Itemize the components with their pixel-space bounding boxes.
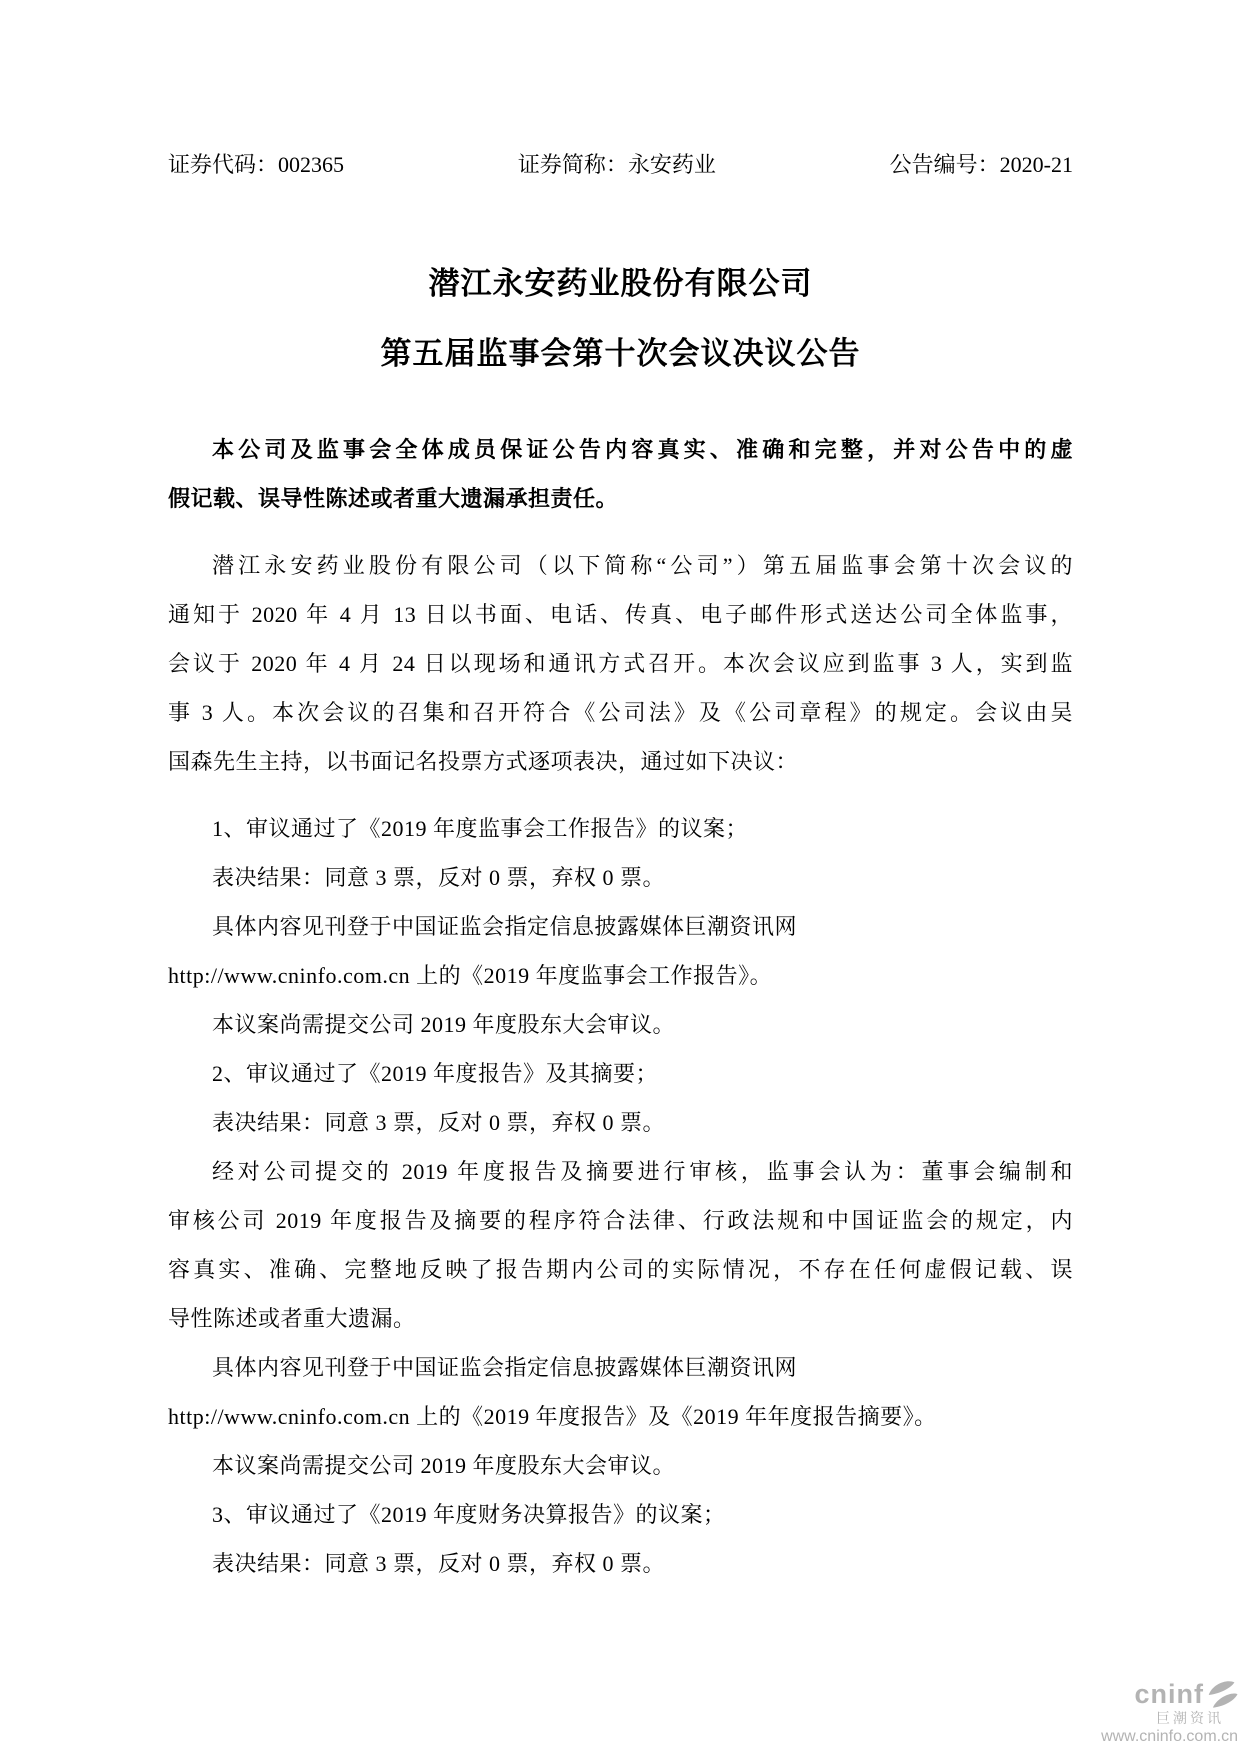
body-line: 具体内容见刊登于中国证监会指定信息披露媒体巨潮资讯网 bbox=[212, 914, 798, 939]
body-line: 表决结果：同意 3 票，反对 0 票，弃权 0 票。 bbox=[212, 1110, 666, 1135]
cninfo-watermark bbox=[1101, 1680, 1238, 1746]
body-line: 本议案尚需提交公司 2019 年度股东大会审议。 bbox=[212, 1012, 676, 1037]
body-line: 通知于 2020 年 4 月 13 日以书面、电话、传真、电子邮件形式送达公司全体监事， bbox=[168, 602, 1073, 627]
cninfo-swoosh-icon bbox=[1206, 1680, 1238, 1710]
cninfo-name-cn: 巨潮资讯 bbox=[1156, 1710, 1224, 1727]
body-line: 2、审议通过了《2019 年度报告》及其摘要； bbox=[212, 1061, 659, 1086]
body-line: 本议案尚需提交公司 2019 年度股东大会审议。 bbox=[212, 1453, 676, 1478]
doc-title-line2: 第五届监事会第十次会议决议公告 bbox=[380, 336, 861, 371]
body-line: 事 3 人。本次会议的召集和召开符合《公司法》及《公司章程》的规定。会议由吴 bbox=[168, 700, 1073, 725]
url-text: http://www.cninfo.com.cn 上的《2019 年度监事会工作报告》。 bbox=[168, 963, 773, 988]
body-line: 经对公司提交的 2019 年度报告及摘要进行审核，监事会认为：董事会编制和 bbox=[212, 1159, 1073, 1184]
body-line: 表决结果：同意 3 票，反对 0 票，弃权 0 票。 bbox=[212, 1551, 666, 1576]
cninfo-wordmark: cninf bbox=[1134, 1679, 1204, 1710]
body-line: 导性陈述或者重大遗漏。 bbox=[168, 1306, 416, 1331]
body-line: 审核公司 2019 年度报告及摘要的程序符合法律、行政法规和中国证监会的规定，内 bbox=[168, 1208, 1073, 1233]
doc-title-line1: 潜江永安药业股份有限公司 bbox=[428, 266, 813, 301]
cninfo-url: www.cninfo.com.cn bbox=[1101, 1728, 1238, 1746]
body-line: 1、审议通过了《2019 年度监事会工作报告》的议案； bbox=[212, 816, 749, 841]
announcement-number: 公告编号：2020-21 bbox=[889, 152, 1073, 177]
body-line: 假记载、误导性陈述或者重大遗漏承担责任。 bbox=[168, 486, 619, 511]
body-line: 国森先生主持，以书面记名投票方式逐项表决，通过如下决议： bbox=[168, 749, 799, 774]
body-line: 表决结果：同意 3 票，反对 0 票，弃权 0 票。 bbox=[212, 865, 666, 890]
stock-code: 证券代码：002365 bbox=[168, 152, 345, 177]
body-line: 容真实、准确、完整地反映了报告期内公司的实际情况，不存在任何虚假记载、误 bbox=[168, 1257, 1073, 1282]
body-line: 3、审议通过了《2019 年度财务决算报告》的议案； bbox=[212, 1502, 726, 1527]
url-text: http://www.cninfo.com.cn 上的《2019 年度报告》及《2019 年年度报告摘要》。 bbox=[168, 1404, 937, 1429]
body-line: 会议于 2020 年 4 月 24 日以现场和通讯方式召开。本次会议应到监事 3 人，实到监 bbox=[168, 651, 1073, 676]
body-line: 具体内容见刊登于中国证监会指定信息披露媒体巨潮资讯网 bbox=[212, 1355, 798, 1380]
document-body bbox=[168, 425, 1073, 1588]
stock-name: 证券简称：永安药业 bbox=[517, 152, 716, 177]
document-header bbox=[168, 152, 1073, 178]
body-line: 潜江永安药业股份有限公司（以下简称“公司”）第五届监事会第十次会议的 bbox=[212, 553, 1073, 578]
body-line: 本公司及监事会全体成员保证公告内容真实、准确和完整，并对公告中的虚 bbox=[212, 437, 1073, 462]
